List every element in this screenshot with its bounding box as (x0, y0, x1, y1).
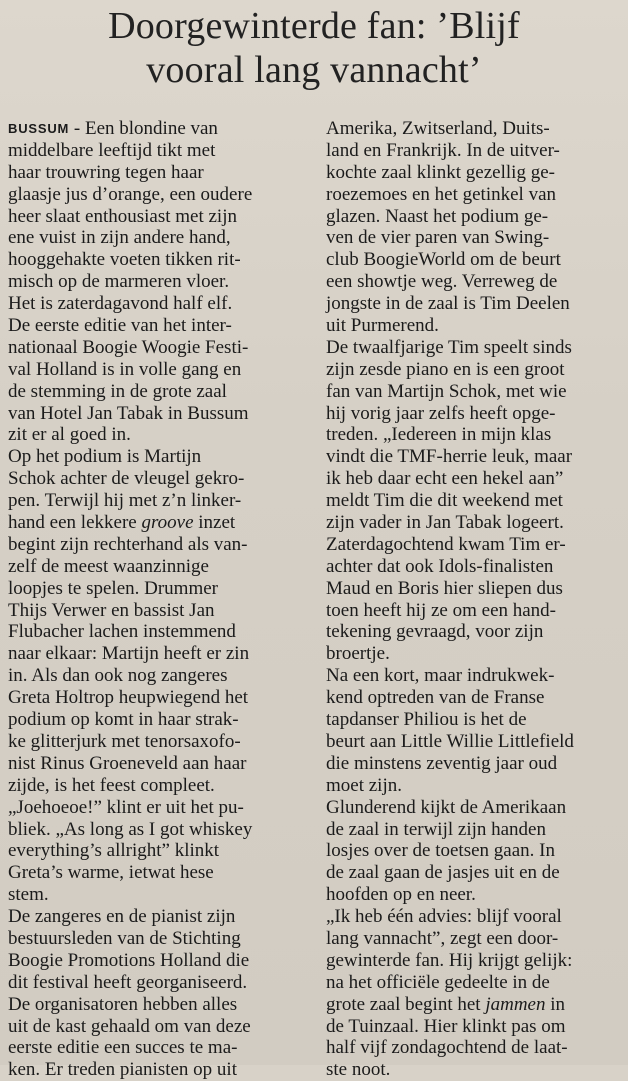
text-line: zit er al goed in. (8, 424, 131, 446)
article-headline (0, 4, 628, 92)
text-line: uit de kast gehaald om van deze (8, 1015, 251, 1037)
article-column-left (8, 118, 310, 1081)
text-line: ven de vier paren van Swing- (326, 227, 550, 249)
text-line: nist Rinus Groeneveld aan haar (8, 752, 247, 774)
text-line: tapdanser Philiou is het de (326, 709, 527, 731)
text-line: haar trouwring tegen haar (8, 161, 204, 183)
text-line: van Hotel Jan Tabak in Bussum (8, 402, 249, 424)
text-line: een showtje weg. Verreweg de (326, 271, 558, 293)
text-line: begint zijn rechterhand als van- (8, 533, 248, 555)
text-line: Maud en Boris hier sliepen dus (326, 577, 563, 599)
text-line: hand een lekkere groove inzet (8, 512, 236, 534)
text-line: De twaalfjarige Tim speelt sinds (326, 336, 572, 358)
text-line: Schok achter de vleugel gekro- (8, 468, 245, 490)
text-line: ken. Er treden pianisten op uit (8, 1059, 237, 1081)
emphasis-word: jammen (485, 993, 546, 1015)
text-line: bliek. „As long as I got whiskey (8, 818, 253, 840)
text-line: heer slaat enthousiast met zijn (8, 205, 237, 227)
text-line: nationaal Boogie Woogie Festi- (8, 336, 249, 358)
text-line: naar elkaar: Martijn heeft er zin (8, 643, 250, 665)
text-line: land en Frankrijk. In de uitver- (326, 139, 560, 161)
text-line: middelbare leeftijd tikt met (8, 139, 216, 161)
text-line: glazen. Naast het podium ge- (326, 205, 549, 227)
text-line: dit festival heeft georganiseerd. (8, 971, 248, 993)
text-line: jongste in de zaal is Tim Deelen (326, 293, 570, 315)
text-line: broertje. (326, 643, 390, 665)
text-line: BUSSUM - Een blondine van (8, 118, 218, 139)
text-line: Thijs Verwer en bassist Jan (8, 599, 215, 621)
text-line: stem. (8, 884, 49, 906)
text-line: „Joehoeoe!” klint er uit het pu- (8, 796, 244, 818)
text-line: hooggehakte voeten tikken rit- (8, 249, 241, 271)
text-line: Greta’s warme, ietwat hese (8, 862, 214, 884)
text-line: meldt Tim die dit weekend met (326, 490, 563, 512)
headline-line: Doorgewinterde fan: ’Blijf (108, 5, 520, 47)
text-line: grote zaal begint het jammen in (326, 993, 566, 1015)
text-line: eerste editie een succes te ma- (8, 1037, 238, 1059)
text-line: Op het podium is Martijn (8, 446, 202, 468)
text-line: kochte zaal klinkt gezellig ge- (326, 161, 555, 183)
text-line: zijn vader in Jan Tabak logeert. (326, 512, 564, 534)
text-line: de stemming in de grote zaal (8, 380, 227, 402)
text-line: ke glitterjurk met tenorsaxofo- (8, 730, 241, 752)
text-line: everything’s allright” klinkt (8, 840, 220, 862)
text-line: „Ik heb één advies: blijf vooral (326, 906, 562, 928)
text-line: de Tuinzaal. Hier klinkt pas om (326, 1015, 566, 1037)
text-line: bestuursleden van de Stichting (8, 927, 241, 949)
text-line: Boogie Promotions Holland die (8, 949, 250, 971)
headline-line: vooral lang vannacht’ (146, 49, 482, 91)
text-line: Greta Holtrop heupwiegend het (8, 687, 249, 709)
text-line: club BoogieWorld om de beurt (326, 249, 561, 271)
text-line: Flubacher lachen instemmend (8, 621, 236, 643)
text-line: de zaal gaan de jasjes uit en de (326, 862, 560, 884)
text-line: val Holland is in volle gang en (8, 358, 242, 380)
text-line: misch op de marmeren vloer. (8, 271, 230, 293)
text-line: kend optreden van de Franse (326, 687, 545, 709)
text-line: achter dat ook Idols-finalisten (326, 555, 554, 577)
dateline: BUSSUM (8, 121, 70, 136)
text-line: toen heeft hij ze om een hand- (326, 599, 557, 621)
text-line: die minstens zeventig jaar oud (326, 752, 558, 774)
text-line: Glunderend kijkt de Amerikaan (326, 796, 567, 818)
text-line: na het officiële gedeelte in de (326, 971, 550, 993)
text-line: Na een kort, maar indrukwek- (326, 665, 555, 687)
text-line: vindt die TMF-herrie leuk, maar (326, 446, 573, 468)
text-line: Zaterdagochtend kwam Tim er- (326, 533, 566, 555)
text-line: in. Als dan ook nog zangeres (8, 665, 228, 687)
article-column-right (326, 118, 624, 1081)
text-line: zijn zesde piano en is een groot (326, 358, 565, 380)
text-line: losjes over de toetsen gaan. In (326, 840, 555, 862)
text-line: ste noot. (326, 1059, 391, 1081)
text-line: fan van Martijn Schok, met wie (326, 380, 567, 402)
text-line: podium op komt in haar strak- (8, 709, 239, 731)
text-line: zijde, is het feest compleet. (8, 774, 215, 796)
text-line: ene vuist in zijn andere hand, (8, 227, 231, 249)
text-line: half vijf zondagochtend de laat- (326, 1037, 568, 1059)
text-line: roezemoes en het getinkel van (326, 183, 557, 205)
text-line: gewinterde fan. Hij krijgt gelijk: (326, 949, 573, 971)
text-line: tekening gevraagd, voor zijn (326, 621, 544, 643)
text-line: De zangeres en de pianist zijn (8, 906, 236, 928)
text-line: zelf de meest waanzinnige (8, 555, 209, 577)
text-line: uit Purmerend. (326, 315, 439, 337)
text-line: Het is zaterdagavond half elf. (8, 293, 233, 315)
text-line: moet zijn. (326, 774, 402, 796)
text-line: hoofden op en neer. (326, 884, 476, 906)
text-line: pen. Terwijl hij met z’n linker- (8, 490, 242, 512)
text-line: treden. „Iedereen in mijn klas (326, 424, 552, 446)
text-line: ik heb daar echt een hekel aan” (326, 468, 564, 490)
text-line: lang vannacht”, zegt een door- (326, 927, 559, 949)
text-line: hij vorig jaar zelfs heeft opge- (326, 402, 556, 424)
text-line: beurt aan Little Willie Littlefield (326, 730, 574, 752)
emphasis-word: groove (141, 512, 194, 534)
text-line: de zaal in terwijl zijn handen (326, 818, 546, 840)
text-line: De organisatoren hebben alles (8, 993, 238, 1015)
text-line: Amerika, Zwitserland, Duits- (326, 118, 550, 139)
text-line: loopjes te spelen. Drummer (8, 577, 219, 599)
text-line: glaasje jus d’orange, een oudere (8, 183, 253, 205)
text-line: De eerste editie van het inter- (8, 315, 232, 337)
